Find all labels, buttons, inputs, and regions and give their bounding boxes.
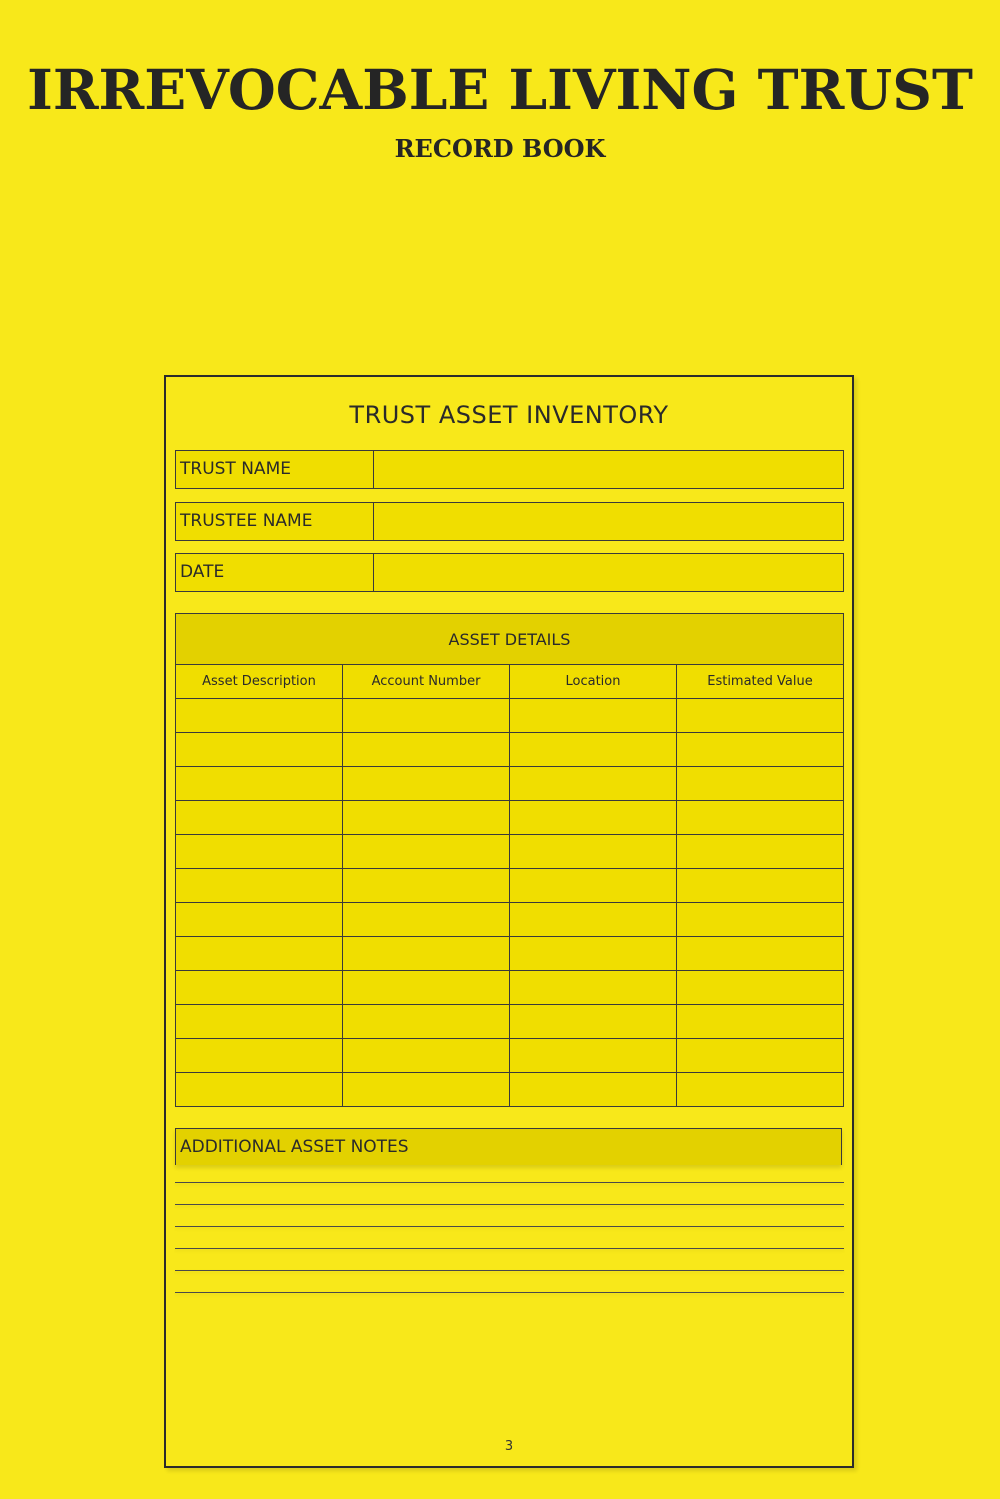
table-cell[interactable] xyxy=(510,767,677,801)
table-cell[interactable] xyxy=(343,699,510,733)
table-cell[interactable] xyxy=(176,903,343,937)
table-cell[interactable] xyxy=(510,971,677,1005)
note-line[interactable] xyxy=(175,1292,844,1293)
table-row xyxy=(176,869,844,903)
trustee-name-row xyxy=(175,502,844,541)
additional-notes-heading: ADDITIONAL ASSET NOTES xyxy=(175,1128,842,1165)
table-cell[interactable] xyxy=(176,1039,343,1073)
trustee-name-field[interactable] xyxy=(374,503,843,540)
table-cell[interactable] xyxy=(510,835,677,869)
table-cell[interactable] xyxy=(176,699,343,733)
table-cell[interactable] xyxy=(677,835,844,869)
table-cell[interactable] xyxy=(677,767,844,801)
trustee-name-label: TRUSTEE NAME xyxy=(176,503,374,540)
table-cell[interactable] xyxy=(343,937,510,971)
table-row xyxy=(176,1039,844,1073)
table-cell[interactable] xyxy=(176,869,343,903)
date-label: DATE xyxy=(176,554,374,591)
table-cell[interactable] xyxy=(510,733,677,767)
page-title: TRUST ASSET INVENTORY xyxy=(349,401,669,429)
table-cell[interactable] xyxy=(343,903,510,937)
table-row xyxy=(176,733,844,767)
table-row xyxy=(176,767,844,801)
table-cell[interactable] xyxy=(176,801,343,835)
table-cell[interactable] xyxy=(176,767,343,801)
note-line[interactable] xyxy=(175,1248,844,1249)
table-row xyxy=(176,903,844,937)
column-header-estimated-value: Estimated Value xyxy=(677,665,844,699)
table-cell[interactable] xyxy=(677,869,844,903)
column-header-location: Location xyxy=(510,665,677,699)
table-cell[interactable] xyxy=(343,869,510,903)
date-row xyxy=(175,553,844,592)
column-header-account-number: Account Number xyxy=(343,665,510,699)
trust-name-row xyxy=(175,450,844,489)
table-cell[interactable] xyxy=(343,1005,510,1039)
page-number: 3 xyxy=(504,1439,514,1454)
table-cell[interactable] xyxy=(176,1073,343,1107)
table-cell[interactable] xyxy=(677,1073,844,1107)
table-cell[interactable] xyxy=(176,733,343,767)
table-row xyxy=(176,971,844,1005)
note-line[interactable] xyxy=(175,1204,844,1205)
trust-name-label: TRUST NAME xyxy=(176,451,374,488)
table-cell[interactable] xyxy=(677,937,844,971)
table-cell[interactable] xyxy=(677,1005,844,1039)
inventory-page xyxy=(164,375,854,1468)
table-cell[interactable] xyxy=(677,699,844,733)
table-cell[interactable] xyxy=(677,971,844,1005)
table-cell[interactable] xyxy=(510,1039,677,1073)
table-cell[interactable] xyxy=(343,733,510,767)
table-cell[interactable] xyxy=(677,903,844,937)
table-cell[interactable] xyxy=(510,1073,677,1107)
asset-rows xyxy=(176,699,844,1107)
cover-title: IRREVOCABLE LIVING TRUST xyxy=(27,57,973,122)
table-row xyxy=(176,801,844,835)
table-cell[interactable] xyxy=(677,733,844,767)
table-cell[interactable] xyxy=(677,1039,844,1073)
table-cell[interactable] xyxy=(343,971,510,1005)
table-row xyxy=(176,1005,844,1039)
table-cell[interactable] xyxy=(510,869,677,903)
table-row xyxy=(176,699,844,733)
table-cell[interactable] xyxy=(176,937,343,971)
table-row xyxy=(176,937,844,971)
table-cell[interactable] xyxy=(176,1005,343,1039)
table-cell[interactable] xyxy=(510,937,677,971)
table-cell[interactable] xyxy=(510,1005,677,1039)
table-row xyxy=(176,1073,844,1107)
table-cell[interactable] xyxy=(343,767,510,801)
cover-subtitle: RECORD BOOK xyxy=(394,134,606,163)
note-line[interactable] xyxy=(175,1226,844,1227)
table-cell[interactable] xyxy=(343,835,510,869)
table-cell[interactable] xyxy=(510,801,677,835)
table-cell[interactable] xyxy=(510,903,677,937)
table-cell[interactable] xyxy=(343,1073,510,1107)
table-cell[interactable] xyxy=(677,801,844,835)
table-cell[interactable] xyxy=(176,835,343,869)
trust-name-field[interactable] xyxy=(374,451,843,488)
table-cell[interactable] xyxy=(343,801,510,835)
asset-details-heading: ASSET DETAILS xyxy=(176,614,844,665)
table-cell[interactable] xyxy=(343,1039,510,1073)
column-header-asset-description: Asset Description xyxy=(176,665,343,699)
date-field[interactable] xyxy=(374,554,843,591)
table-cell[interactable] xyxy=(510,699,677,733)
table-row xyxy=(176,835,844,869)
asset-details-table xyxy=(175,613,844,1107)
note-line[interactable] xyxy=(175,1182,844,1183)
table-cell[interactable] xyxy=(176,971,343,1005)
note-line[interactable] xyxy=(175,1270,844,1271)
